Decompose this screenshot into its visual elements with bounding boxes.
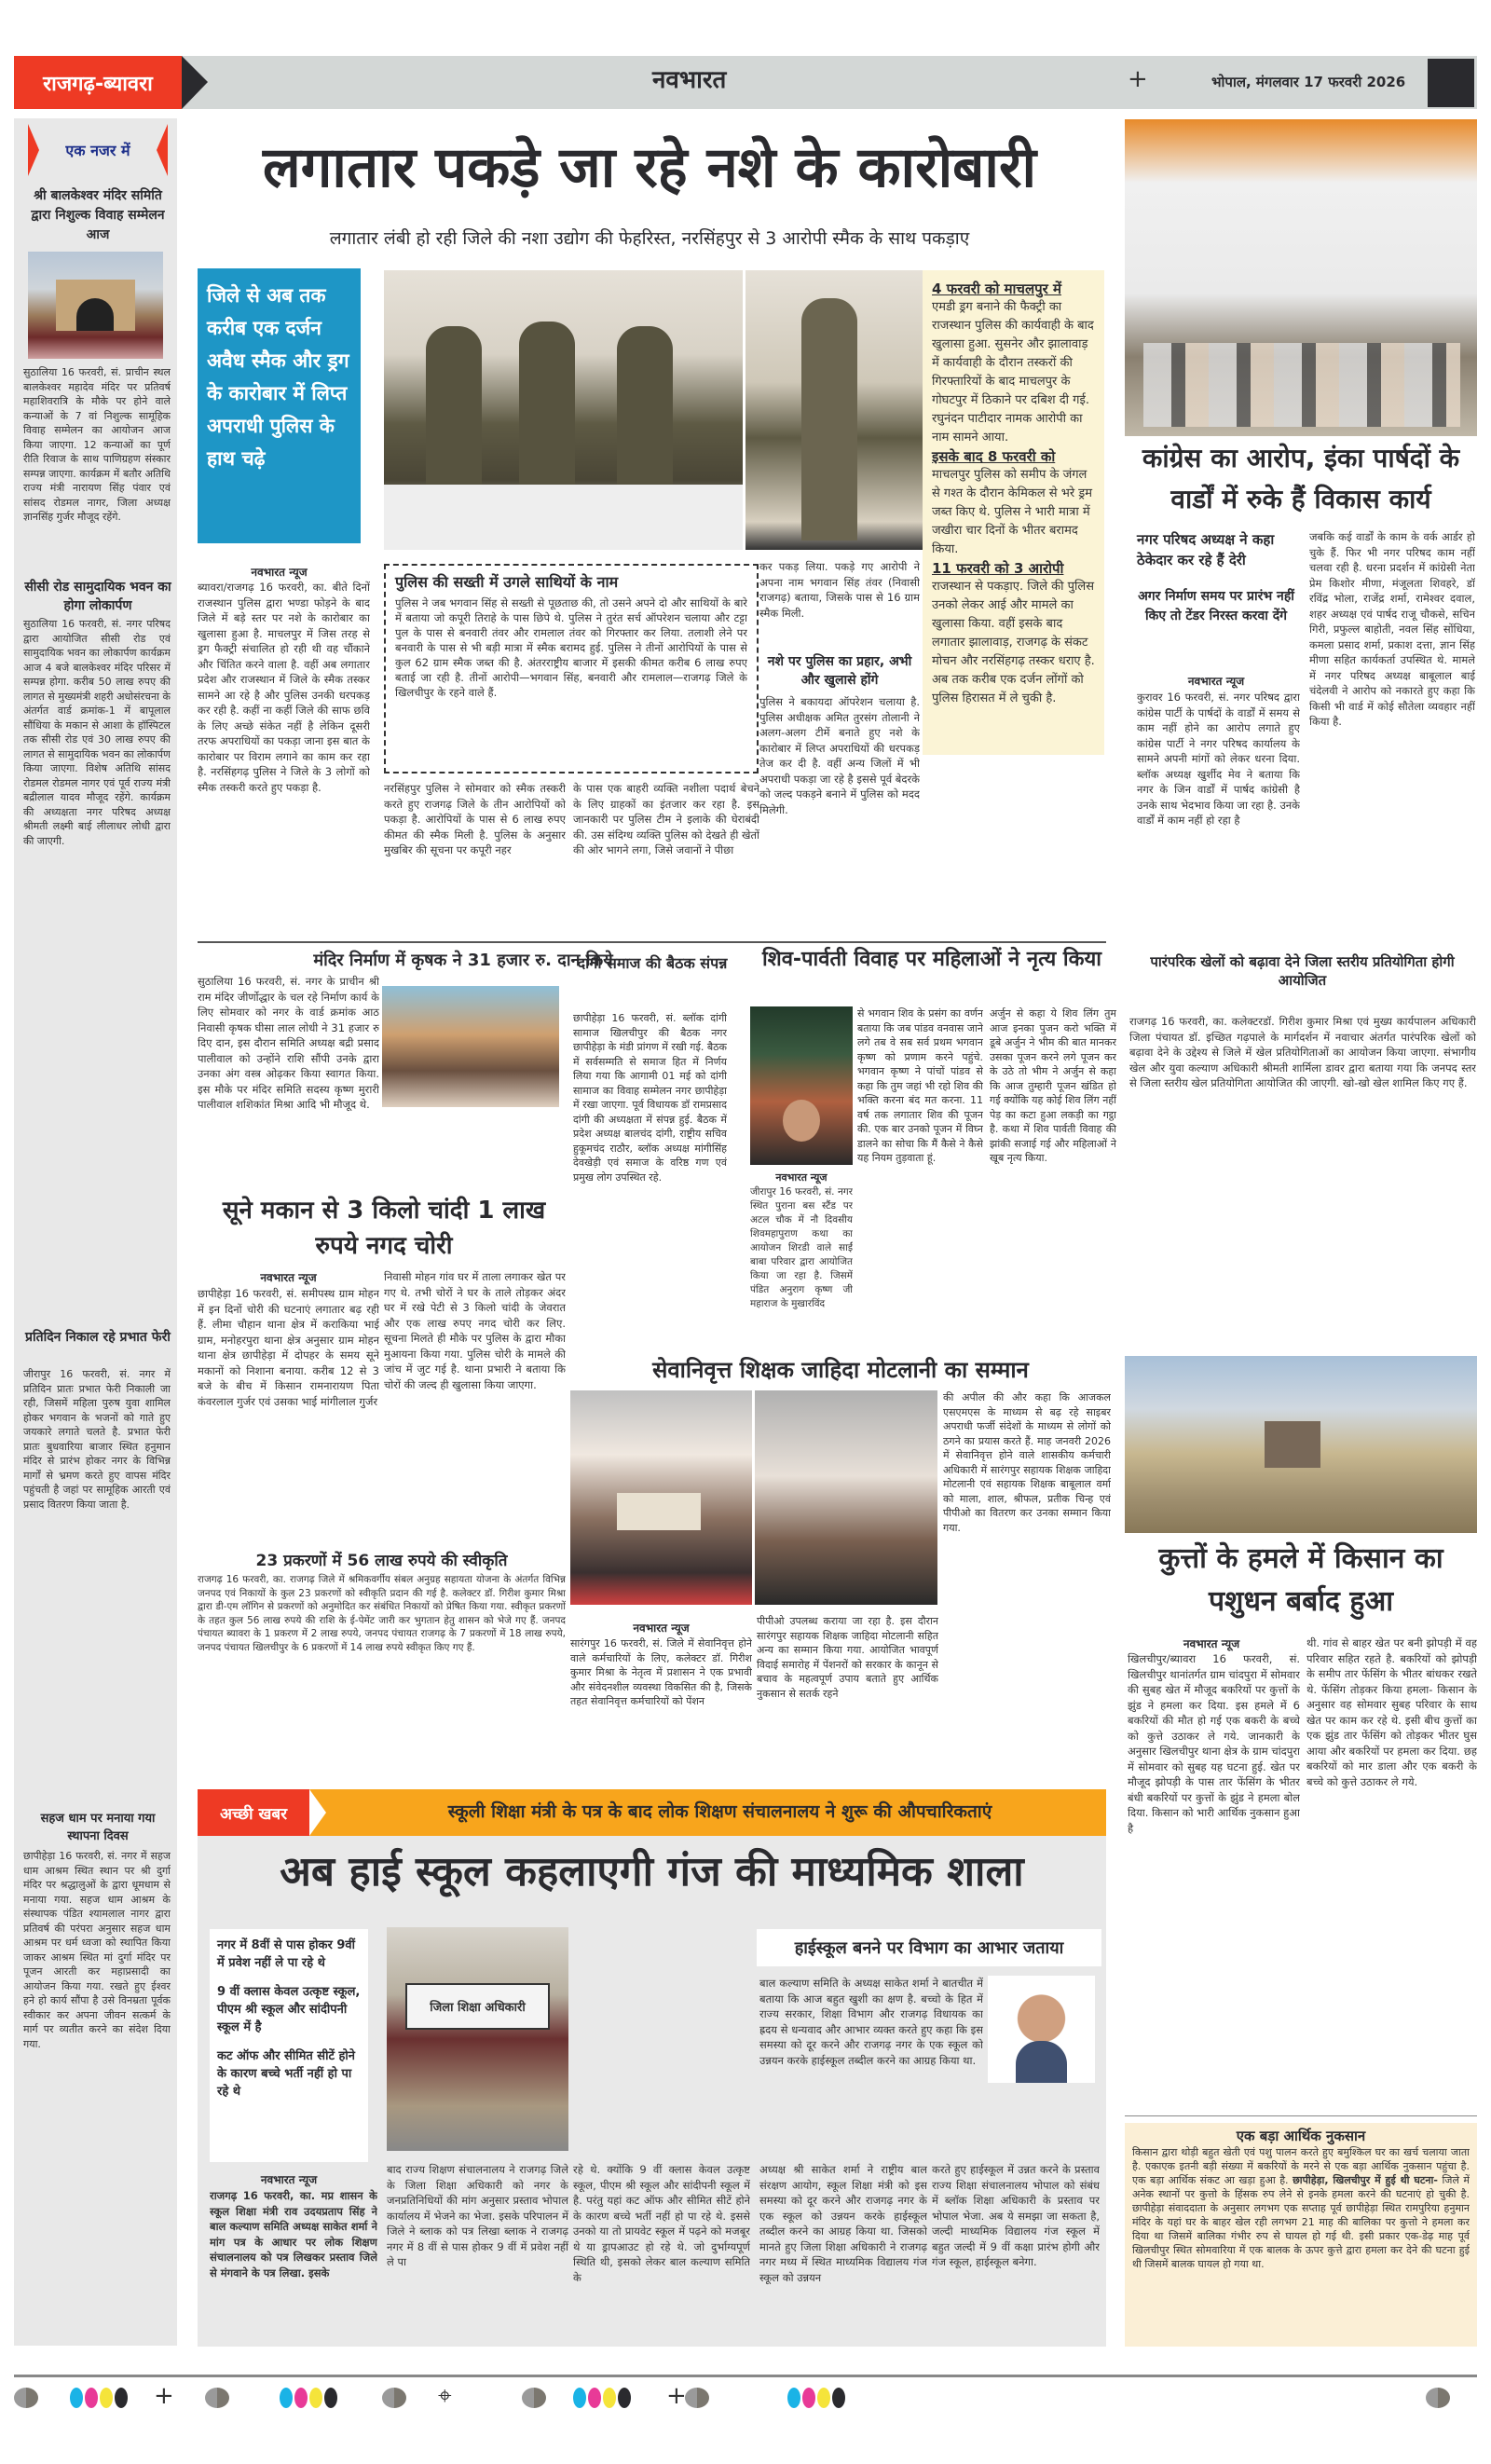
police-photo-right — [746, 270, 923, 550]
school-sign: जिला शिक्षा अधिकारी — [405, 1983, 550, 2030]
cmyk-dot — [294, 2388, 308, 2408]
school-body4: बाल कल्याण समिति के अध्यक्ष साकेत शर्मा ने बातचीत में बताया कि आज बहुत खुशी का क्षण है. बच्चो के हित में राज्य सरकार, शिक्षा विभाग और राजगढ़ विधायक का ह्रदय से धन्यवाद और आभार व्यक्त करते हुए कहा कि इस समस्या को दूर करने और राजगढ़ नगर के एक स्कूल को उन्नयन करके हाईस्कूल तब्दील करने का आग्रह किया था. — [759, 1977, 983, 2067]
lead-body3: के पास एक बाहरी व्यक्ति नशीला पदार्थ बेचने के लिए ग्राहकों का इंतजार कर रहा है. इस जानकारी पर पुलिस टीम ने इलाके की घेराबंदी की. उस संदिग्ध व्यक्ति पुलिस को देखते ही खेतों की ओर भागने लगा, जिसे जवानों ने पीछा — [573, 782, 759, 856]
school-byline: नवभारत न्यूज — [260, 2173, 318, 2186]
timeline-heading: इसके बाद 8 फरवरी को — [932, 448, 1056, 465]
shiv-byline: नवभारत न्यूज — [775, 1171, 828, 1184]
cmyk-dot — [85, 2388, 98, 2408]
temple-body: सुठालिया 16 फरवरी, सं. नगर के प्राचीन श्री राम मंदिर जीर्णोद्धार के चल रहे निर्माण कार्य के लिए सोमवार को नगर के वार्ड क्रमांक आठ निवासी कृषक घीसा लाल लोधी ने 31 हजार रु दिए दान, इस दौरान समिति अध्यक्ष बद्री प्रसाद पालीवाल को उन्होंने राशि सौंपी उनके द्वारा उनका अंग वस्त्र ओढ़कर किया स्वागत किया. इस मौके पर मंदिर समिति सदस्य कृष्ण मुरारी पालीवाल शशिकांत मिश्रा आदि भी मौजूद थे. — [198, 975, 379, 1111]
shiv-body2: से भगवान शिव के प्रसंग का वर्णन बताया कि जब पांडव वनवास जाने लगे तब वे सब सर्व प्रथम भगवान कृष्ण को प्रणाम करने पहुंचे. भगवान कृष्ण ने पांचों पांडव से कहा कि तुम जहां भी रहो शिव की भक्ति करना बंद मत करना. 11 वर्ष तक लगातार शिव की पूजन की. एक बार उनको पूजन में विघ्न डालने का सोचा कि मैं कैसे ने कैसे यह नियम तुड़वाता हूं. — [857, 1007, 983, 1164]
cmyk-dot — [70, 2388, 83, 2408]
temple-photo — [28, 252, 163, 359]
dangi-headline: दांगी समाज की बैठक संपन्न — [577, 954, 728, 972]
donation-photo — [382, 986, 559, 1107]
theft-body1: छापीहेड़ा 16 फरवरी, सं. समीपस्थ ग्राम मोहन में इन दिनों चोरी की घटनाएं लगातार बढ़ रही हैं. लीमा चौहान थाना क्षेत्र में कराकिया भाई ग्राम, मनोहरपुरा थाना क्षेत्र अनुसार ग्राम मोहन थाना क्षेत्र छापीहेड़ा में दोपहर के समय सूने मकानों को निशाना बनाया. करीब 12 से 3 बजे के बीच में किसान रामनारायण पिता कंवरलाल गुर्जर एवं उसका भाई मांगीलाल गुर्जर — [198, 1287, 379, 1408]
school-body2: बाद राज्य शिक्षण संचालनालय ने राजगढ़ जिले के जिला शिक्षा अधिकारी को नगर के जनप्रतिनिधियों की मांग अनुसार प्रस्ताव भोपाल कार्यालय में भेजने का भेजा. इसके परिपालन में जिले ने ब्लाक को पत्र लिखा ब्लाक ने राजगढ़ नगर में 8 वीं से पास होकर 9 वीं में प्रवेश नहीं ले पा — [387, 2163, 568, 2268]
cmyk-dot — [115, 2388, 128, 2408]
timeline — [932, 280, 1098, 708]
school-subhead: हाईस्कूल बनने पर विभाग का आभार जताया — [794, 1938, 1064, 1958]
lead-body2: नरसिंहपुर पुलिस ने सोमवार को स्मैक तस्करी करते हुए राजगढ़ जिले के तीन आरोपियों को पकड़ा है. आरोपियों के पास से 6 लाख रुपए कीमत की स्मैक मिली है. पुलिस के अनुसार मुखबिर की सूचना पर कपूरी नहर — [384, 782, 566, 856]
lead-callout: जिले से अब तक करीब एक दर्जन अवैध स्मैक और ड्रग के कारोबार में लिप्त अपराधी पुलिस के हाथ चढ़े — [198, 268, 361, 543]
teacher-photo-2 — [755, 1390, 937, 1605]
cmyk-dot — [603, 2388, 616, 2408]
shiv-body1: जीरापुर 16 फरवरी, सं. नगर स्थित पुराना बस स्टैंड पर अटल चौक में नौ दिवसीय शिवमहापुराण कथा का आयोजन शिरडी वाले साईं बाबा परिवार द्वारा आयोजित किया जा रहा है. जिसमें पंडित अनुराग कृष्ण जी महाराज के मुखारविंद — [750, 1186, 853, 1309]
section-tag: राजगढ़-ब्यावरा — [14, 56, 182, 109]
school-point: नगर में 8वीं से पास होकर 9वीं में प्रवेश नहीं ले पा रहे थे — [217, 1938, 355, 1970]
dangi-body: छापीहेड़ा 16 फरवरी, सं. ब्लॉक दांगी सामाज खिलचीपुर की बैठक नगर छापीहेड़ा के मंडी प्रांगण में रखी गई. बैठक में सर्वसम्मति से समाज हित में निर्णय लिया गया कि आगामी 01 मई को दांगी सामाज का विवाह सम्मेलन नगर छापीहेड़ा में रखा जाएगा. पूर्व विधायक डॉ रामप्रसाद दांगी की अध्यक्षता में संपन्न हुई. बैठक में प्रदेश अध्यक्ष बालचंद दांगी, राष्ट्रीय सचिव हुकूमचंद राठौर, ब्लॉक अध्यक्ष मांगीसिंह देवखेड़ी एवं समाज के वरिष्ठ गण एवं प्रमुख लोग उपस्थित रहे. — [573, 1012, 727, 1184]
theft-headline: सूने मकान से 3 किलो चांदी 1 लाख रुपये नगद चोरी — [222, 1197, 546, 1260]
corner-block — [1428, 59, 1474, 107]
school-headline: अब हाई स्कूल कहलाएगी गंज की माध्यमिक शाला — [280, 1848, 1024, 1896]
dogs-byline: नवभारत न्यूज — [1183, 1637, 1240, 1650]
school-body3: रहे थे. क्योंकि 9 वीं क्लास केवल उत्कृष्ट स्कूल, पीएम श्री स्कूल और सांदीपनी स्कूल में है. परंतु यहां कट ऑफ और सीमित सीटें होने के कारण बच्चे भर्ती नहीं हो पा रहे थे. इससे उनको या तो प्रायवेट स्कूल में पढ़ने को मजबूर थे या ड्रापआउट हो रहे थे. जो दुर्भाग्यपूर्ण स्थिति थी, इसको लेकर बाल कल्याण समिति के — [573, 2163, 750, 2284]
congress-sub1: नगर परिषद अध्यक्ष ने कहा ठेकेदार कर रहे हैं देरी — [1137, 531, 1275, 568]
congress-body1: कुरावर 16 फरवरी, सं. नगर परिषद द्वारा कांग्रेस पार्टी के पार्षदों के वार्डों में समय से काम नहीं होने का आरोप लगाते हुए कांग्रेस पार्टी ने नगर परिषद कार्यालय के सामने अपनी मांगों को लेकर धरना दिया. ब्लॉक अध्यक्ष खुर्शीद मेव ने बताया कि नगर के जिन वार्डों में पार्षद कांग्रेसी है उनके साथ भेदभाव किया जा रहा है. उनके वार्डों में काम नहीं हो रहा है — [1137, 691, 1300, 827]
temple-headline: मंदिर निर्माण में कृषक ने 31 हजार रु. दान किये — [313, 951, 613, 970]
teacher-body2: पीपीओ उपलब्ध कराया जा रहा है. इस दौरान सारंगपुर सहायक शिक्षक जाहिदा मोटलानी सहित अन्य का सम्मान किया गया. आयोजित भावपूर्ण विदाई समारोह में पेंशनरों को सरकार के कानून से बचाव के महत्वपूर्ण उपाय बताते हुए आर्थिक नुकसान से सतर्क रहने — [757, 1615, 938, 1700]
grant-body: राजगढ़ 16 फरवरी, का. राजगढ़ जिले में श्रमिकवर्गीय संबल अनुग्रह सहायता योजना के अंतर्गत विभिन्न जनपद एवं निकायों के कुल 23 प्रकरणों को स्वीकृति प्रदान की गई है. कलेक्टर डॉ. गिरीश कुमार मिश्रा द्वारा डी-एम लॉगिन से प्रकरणों को अनुमोदित कर संबंधित निकायों को प्रेषित किया गया. स्वीकृत प्रकरणों के तहत कुल 56 लाख रुपये की राशि के ई-पेमेंट जारी कर भुगतान हेतु शासन को भेजे गए हैं. जनपद पंचायत ब्यावरा के 1 प्रकरण में 2 लाख रुपये, जनपद पंचायत राजगढ़ के 7 प्रकरणों में 18 लाख रुपये, जनपद पंचायत खिलचीपुर के 6 प्रकरणों में 14 लाख रुपये स्वीकृत किए गए हैं. — [198, 1574, 566, 1653]
tag-arrow-icon — [309, 1789, 326, 1836]
lead-box — [384, 564, 759, 773]
left-item1-body: सुठालिया 16 फरवरी, सं. प्राचीन स्थल बालकेश्वर महादेव मंदिर पर प्रतिवर्ष महाशिवरात्रि के मौके पर होने वाले कन्याओं के 7 वां निशुल्क सामूहिक विवाह सम्मेलन का आयोजन आज किया जाएगा. 12 कन्याओं का पूर्ण रीति रिवाज के साथ पाणिग्रहण संस्कार सम्पन्न जाएगा. कार्यक्रम में बतौर अतिथि राज्य मंत्री नारायण सिंह पंवार एवं सांसद रोडमल नागर, जिला अध्यक्ष ज्ञानसिंह गुर्जर मौजूद रहेंगे. — [23, 366, 171, 523]
school-point: कट ऑफ और सीमित सीटें होने के कारण बच्चे भर्ती नहीं हो पा रहे थे — [217, 2049, 356, 2099]
grant-headline: 23 प्रकरणों में 56 लाख रुपये की स्वीकृति — [255, 1552, 508, 1570]
dogs-box-title: एक बड़ा आर्थिक नुकसान — [1236, 2128, 1366, 2144]
protest-photo — [1125, 119, 1477, 436]
dogs-box-body: किसान द्वारा थोड़ी बहुत खेती एवं पशु पालन करते हुए बमुश्किल घर का खर्च चलाया जाता है. एकाएक इतनी बड़ी संख्या में बकरियों के मरने से एक बड़ा आर्थिक नुकसान पहुंचा है. एक बड़ा आर्थिक संकट आ खड़ा हुआ है. — [1132, 2146, 1470, 2186]
cmyk-dot — [618, 2388, 631, 2408]
at-a-glance-label: एक नजर में — [65, 142, 130, 159]
cmyk-dot — [280, 2388, 293, 2408]
gray-registration-dot — [14, 2388, 38, 2408]
cmyk-dot — [817, 2388, 830, 2408]
congress-byline: नवभारत न्यूज — [1187, 675, 1245, 688]
left-item2-title: सीसी रोड सामुदायिक भवन का होगा लोकार्पण — [24, 580, 171, 613]
left-item4-title: सहज धाम पर मनाया गया स्थापना दिवस — [40, 1812, 156, 1843]
theft-byline: नवभारत न्यूज — [260, 1271, 317, 1284]
cmyk-dot — [324, 2388, 337, 2408]
school-kicker: स्कूली शिक्षा मंत्री के पत्र के बाद लोक शिक्षण संचालनालय ने शुरू की औपचारिकताएं — [447, 1801, 992, 1822]
lead-sub2-title: नशे पर पुलिस का प्रहार, अभी और खुलासे होंगे — [767, 654, 912, 688]
games-body: राजगढ़ 16 फरवरी, का. कलेक्टरडॉ. गिरीश कुमार मिश्रा एवं मुख्य कार्यपालन अधिकारी जिला पंचायत डॉ. इच्छित गढ़पाले के मार्गदर्शन में नवाचार अंतर्गत पारंपरिक खेलों को बढ़ावा देने के उद्देश्य से जिले में खेल प्रतियोगिताओं का आयोजन किया जाएगा. संभागीय खेल और युवा कल्याण अधिकारी श्रीमती शार्मिला डावर द्वारा बताया गया कि जनपद स्तर से जिला स्तरीय खेल प्रतियोगिता आयोजित की जाएगी. खो-खो खेल शामिल किए गए हैं. — [1129, 1015, 1476, 1089]
shiv-body3: अर्जुन से कहा ये शिव लिंग तुम आज इनका पुजन करो भक्ति में डूबे अर्जुन ने भीम की बात मानकर उसका पूजन करने लगे पूजन कर के उठे तो भीम ने अर्जुन से कहा कि आज तुम्हारी पूजन खंडित हो गई क्योंकि यह कोई शिव लिंग नहीं पेड़ का कटा हुआ लकड़ी का गट्ठा है. कथा में शिव पार्वती विवाह की झांकी सजाई गई और महिलाओं ने खूब नृत्य किया. — [990, 1007, 1116, 1164]
left-item4-body: छापीहेड़ा 16 फरवरी, सं. नगर में सहज धाम आश्रम स्थित स्थान पर श्री दुर्गा मंदिर पर श्रद्धालुओं के द्वारा धूमधाम से मनाया गया. सहज धाम आश्रम के संस्थापक पंडित श्यामलाल नागर द्वारा प्रतिवर्ष की परंपरा अनुसार सहज धाम आश्रम पर धर्म ध्वजा को स्थापित किया जाकर आश्रम स्थित मां दुर्गा मंदिर पर पूजन आरती कर महाप्रसादी का आयोजन किया गया. रखते हुए ईश्वर हने हो कार्य सौंपा है उसे विनम्रता पूर्वक स्वीकार कर अपना जीवन सत्कर्म के मार्ग पर व्यतीत करने का संदेश दिया गया. — [23, 1850, 171, 2050]
timeline-heading: 11 फरवरी को 3 आरोपी — [932, 560, 1064, 577]
divider — [1125, 2115, 1477, 2116]
left-item3-title: प्रतिदिन निकाल रहे प्रभात फेरी — [25, 1330, 171, 1345]
gray-registration-dot — [205, 2388, 229, 2408]
lead-subhead: लगातार लंबी हो रही जिले की नशा उद्योग की फेहरिस्त, नरसिंहपुर से 3 आरोपी स्मैक के साथ पकड़ाए — [329, 228, 970, 249]
lead-body4: कर पकड़ लिया. पकड़े गए आरोपी ने अपना नाम भगवान सिंह तंवर (निवासी राजगढ़) बताया, जिसके पास से 16 ग्राम स्मैक मिली. — [759, 560, 920, 620]
police-photo — [384, 270, 743, 550]
lead-byline: नवभारत न्यूज — [251, 566, 308, 579]
good-news-tag: अच्छी खबर — [198, 1789, 309, 1836]
gray-registration-dot — [522, 2388, 546, 2408]
lead-headline: लगातार पकड़े जा रहे नशे के कारोबारी — [262, 135, 1037, 200]
shiv-headline: शिव-पार्वती विवाह पर महिलाओं ने नृत्य किया — [762, 948, 1101, 971]
cmyk-dot — [100, 2388, 113, 2408]
timeline-text: एमडी ड्रग बनाने की फैक्ट्री का राजस्थान पुलिस की कार्यवाही के बाद खुलासा हुआ. सुसनेर और झालावाड़ में कार्यवाही के दौरान तस्करों की गिरफ्तारियों के बाद माचलपुर के गोघटपुर में ठिकाने पर दबिश दी गई. रघुनंदन पाटीदार नामक आरोपी का नाम सामने आया. — [932, 300, 1094, 445]
teacher-headline: सेवानिवृत्त शिक्षक जाहिदा मोटलानी का सम्मान — [652, 1357, 1029, 1383]
lead-box-title: पुलिस की सख्ती में उगले साथियों के नाम — [395, 573, 619, 591]
theft-body2: निवासी मोहन गांव घर में ताला लगाकर खेत पर गए थे. तभी चोरों ने घर के ताले तोड़कर अंदर घर में रखे पेटी से 3 किलो चांदी के जेवरात और एक लाख रुपए नगद चोरी कर लिए. सूचना मिलते ही मौके पर पुलिस के द्वारा मौका मुआयना किया गया. पुलिस चोरी के मामले की जांच में जुट गई है. थाना प्रभारी ने बताया कि चोरों की जल्द ही खुलासा किया जाएगा. — [384, 1270, 566, 1391]
registration-cross-icon: + — [154, 2382, 174, 2410]
teacher-body1: सारंगपुर 16 फरवरी, सं. जिले में सेवानिवृत्त होने वाले कर्मचारियों के लिए, कलेक्टर डॉ. गिरीश कुमार मिश्रा के नेतृत्व में प्रशासन ने एक प्रभावी और संवेदनशील व्यवस्था विकसित की है, जिसके तहत सेवानिवृत्त कर्मचारियों को पेंशन — [570, 1637, 752, 1707]
timeline-text: माचलपुर पुलिस को समीप के जंगल से गश्त के दौरान केमिकल से भरे ड्रम जब्त किए थे. पुलिस ने भारी मात्रा में जखीरा चार दिनों के भीतर बरामद किया. — [932, 468, 1093, 556]
teacher-byline: नवभारत न्यूज — [633, 1622, 690, 1635]
timeline-text: राजस्थान से पकड़ाए. जिले की पुलिस उनको लेकर आई और मामले का खुलासा किया. वहीं इसके बाद लगातार झालावाड़, राजगढ़ के संकट मोचन और नरसिंहगढ़ तस्कर धराए है. अब तक करीब एक दर्जन लोंगों को पुलिस हिरासत में ले चुकी है. — [932, 580, 1095, 705]
newspaper-brand: नवभारत — [652, 66, 727, 94]
school-body5: अध्यक्ष श्री साकेत शर्मा ने राष्ट्रीय बाल संरक्षण आयोग, स्कूल शिक्षा मंत्री को इस समस्या को दूर करने और राजगढ़ नगर के एक स्कूल को उन्नयन करके हाईस्कूल तब्दील करने का आग्रह किया था. जिसको मानते हुए जिला शिक्षा अधिकारी ने राजगढ़ नगर मध्य में स्थित माध्यमिक विद्यालय गंज स्कूल को उन्नयन — [759, 2163, 927, 2284]
lead-box-body: पुलिस ने जब भगवान सिंह से सख्ती से पूछताछ की, तो उसने अपने दो और साथियों के बारे में बताया जो कपूरी तिराहे के पास छिपे थे. पुलिस ने तुरंत सर्च ऑपरेशन चलाया और टट्टा पुल के पास से बनवारी तंवर और रामलाल तंवर को गिरफ्तार कर लिया. तलाशी लेने पर बनवारी के पास से भी बड़ी मात्रा में स्मैक बरामद हुई. पुलिस ने तीनों आरोपियों के पास से कुल 62 ग्राम स्मैक जब्त की है. अंतरराष्ट्रीय बाजार में इसकी कीमत करीब 6 लाख रुपए बताई जा रही है. तीनों आरोपी—भगवान सिंह, बनवारी और रामलाल—राजगढ़ जिले के खिलचीपुर के रहने वाले हैं. — [395, 596, 747, 699]
congress-sub2: अगर निर्माण समय पर प्रारंभ नहीं किए तो टेंडर निरस्त करवा देंगे — [1138, 589, 1294, 623]
games-headline: पारंपरिक खेलों को बढ़ावा देने जिला स्तरीय प्रतियोगिता होगी आयोजित — [1150, 953, 1455, 989]
registration-cross-icon: + — [666, 2382, 687, 2410]
cmyk-dot — [309, 2388, 322, 2408]
left-item2-body: सुठालिया 16 फरवरी, सं. नगर परिषद द्वारा आयोजित सीसी रोड एवं सामुदायिक भवन का लोकार्पण कार्यक्रम आज 4 बजे बालकेश्वर मंदिर परिसर में सम्पन्न होगा. करीब 50 लाख रुपए की लागत से मुख्यमंत्री शहरी अधोसंरचना के अंतर्गत वार्ड क्रमांक-1 में बापूलाल सौंधिया के मकान से आशा के हॉस्पिटल तक सीसी रोड एवं 30 लाख रुपए की लागत से सामुदायिक भवन का लोकार्पण किया जाएगा. विशेष अतिथि सांसद रोडमल रोडमल नागर एवं पूर्व राज्य मंत्री बद्रीलाल यादव मौजूद रहेंगे. कार्यक्रम की अध्यक्षता नगर परिषद अध्यक्ष श्रीमती लक्ष्मी बाई लीलाधर लोधी द्वारा की जाएगी. — [23, 618, 171, 847]
gray-registration-dot — [1426, 2388, 1450, 2408]
cmyk-dot — [787, 2388, 800, 2408]
divider — [198, 941, 1106, 943]
cmyk-dot — [588, 2388, 601, 2408]
dogs-box — [1125, 2123, 1477, 2347]
lead-sub2-body: पुलिस ने बकायदा ऑपरेशन चलाया है. पुलिस अधीक्षक अमित तुरसंग तोलानी ने अलग-अलग टीमें बनाते हुए नशे के कारोबार में लिप्त अपराधियों की धरपकड़ तेज कर दी है. वहीं अन्य जिलों में भी अपराधी पकड़ा जा रहे है इससे पूर्व बेदरके को जल्द पकड़ने बनाने में पुलिस को मदद मिलेगी. — [759, 695, 920, 816]
congress-body2: जबकि कई वार्डों के काम के वर्क आर्डर हो चुके हैं. फिर भी नगर परिषद काम नहीं चलवा रही है. धरना प्रदर्शन में कांग्रेसी नेता प्रेम किशोर मीणा, मंजूलता शिवहरे, डॉ रविंद्र भोला, राजेंद्र शर्मा, रामेश्वर दवाल, शहर अध्यक्ष एवं पार्षद राजू चौकसे, सचिन गिरी, प्रफुल्ल बाहोती, नवल सिंह सोंधिया, कमला प्रसाद शर्मा, प्रकाश दत्ता, ज्ञान सिंह मीणा सहित कार्यकर्ता उपस्थित थे. मामले में नगर परिषद अध्यक्ष बाबूलाल बाई चंदेलवी ने आरोप को नकारते हुए कहा कि किसी भी वार्ड में कोई सौतेला व्यवहार नहीं किया है. — [1309, 530, 1475, 728]
field-photo — [1125, 1356, 1477, 1533]
registration-cross-icon: ⌖ — [438, 2382, 452, 2410]
school-point: 9 वीं क्लास केवल उत्कृष्ट स्कूल, पीएम श्री स्कूल और सांदीपनी स्कूल में है — [217, 1985, 361, 2034]
school-body1: राजगढ़ 16 फरवरी, का. मप्र शासन के स्कूल शिक्षा मंत्री राव उदयप्रताप सिंह ने बाल कल्याण समिति अध्यक्ष साकेत शर्मा ने मांग पत्र के आधार पर लोक शिक्षण संचालनालय को पत्र लिखकर प्रस्ताव जिले से मंगवाने के पत्र लिखा. इसके — [210, 2189, 377, 2279]
cmyk-dot — [573, 2388, 586, 2408]
school-photo — [387, 1927, 568, 2151]
chairman-photo — [988, 1976, 1095, 2083]
krishna-photo — [750, 1006, 853, 1165]
gray-registration-dot — [382, 2388, 406, 2408]
cmyk-dot — [832, 2388, 845, 2408]
teacher-photo — [570, 1390, 752, 1605]
cmyk-dot — [802, 2388, 815, 2408]
dogs-box-bold: छापीहेड़ा, खिलचीपुर में हुई थी घटना- — [1293, 2174, 1438, 2186]
dateline: भोपाल, मंगलवार 17 फरवरी 2026 — [1211, 74, 1406, 90]
gray-registration-dot — [685, 2388, 709, 2408]
left-item3-body: जीरापुर 16 फरवरी, सं. नगर में प्रतिदिन प्रातः प्रभात फेरी निकाली जा रही, जिसमें महिला पुरुष युवा शामिल होकर भगवान के भजनों को गाते हुए जयकारे लगाते चलते है. प्रभात फेरी प्रातः बुधवारिया बाजार स्थित हनुमान मंदिर से प्रारंभ होकर नगर के विभिन्न मार्गों से भ्रमण करते हुए वापस मंदिर पहुंचती है जहां पर सामूहिक आरती एवं प्रसाद वितरण किया जाता है. — [23, 1368, 171, 1511]
teacher-body3: की अपील की और कहा कि आजकल एसएमएस के माध्यम से बढ़ रहे साइबर अपराधी फर्जी संदेशों के माध्यम से लोगों को ठगने का प्रयास करते हैं. माह जनवरी 2026 में सेवानिवृत्त होने वाले शासकीय कर्मचारी अधिकारी में सारंगपुर सहायक शिक्षक जाहिदा मोटलानी एवं सहायक शिक्षक बाबूलाल वर्मा को माला, शाल, श्रीफल, प्रतीक चिन्ह एवं पीपीओ का वितरण कर उनका सम्मान किया गया. — [943, 1391, 1111, 1534]
dogs-body1: खिलचीपुर/ब्यावरा 16 फरवरी, सं. खिलचीपुर थानांतर्गत ग्राम चांदपुरा में सोमवार की सुबह खेत में मौजूद बकरियों पर कुत्तों के झुंड ने हमला कर दिया. इस हमले में 6 बकरियों की मौत हो गई एक बकरी के बच्चे को कुत्ते उठाकर ले गये. जानकारी के अनुसार खिलचीपुर थाना क्षेत्र के ग्राम चांदपुरा में सोमवार को सुबह यह घटना हुई. खेत पर मौजूद झोपड़ी के पास तार फेंसिंग के भीतर बंधी बकरियों पर कुत्तों के झुंड ने हमला बोल दिया. किसान को भारी आर्थिक नुकसान हुआ है — [1128, 1652, 1300, 1835]
dogs-headline: कुत्तों के हमले में किसान का पशुधन बर्बाद हुआ — [1158, 1542, 1443, 1618]
school-body6: करते हुए हाईस्कूल में उन्नत करने के प्रस्ताव राज्य शिक्षा संचालनालय भोपाल को संबंध में ब्लॉक शिक्षा अधिकारी के प्रस्ताव पर भोपाल भेजा. अब ये समझा जा सकता है, जल्दी माध्यमिक विद्यालय गंज स्कूल में बहुत जल्दी में 9 वीं कक्षा प्रारंभ होगी और गंज स्कूल, हाईस्कूल बनेगा. — [932, 2163, 1100, 2268]
footer-rule — [14, 2375, 1477, 2377]
school-points — [210, 1929, 368, 2162]
section-arrow-icon — [182, 56, 208, 109]
congress-headline: कांग्रेस का आरोप, इंका पार्षदों के वार्डों में रुके हैं विकास कार्य — [1142, 443, 1460, 514]
left-item1-title: श्री बालकेश्वर मंदिर समिति द्वारा निशुल्क विवाह सम्मेलन आज — [31, 188, 165, 242]
lead-body1: ब्यावरा/राजगढ़ 16 फरवरी, का. बीते दिनों राजस्थान पुलिस द्वारा भण्डा फोड़ने के बाद जिले में बड़े स्तर पर नशे के कारोबार का खुलासा हुआ है. माचलपुर में जिस तरह से ड्रग फैक्ट्री संचालित हो रही थी वह चौंकाने और चिंतित करने वाला है. वहीं अब लगातार प्रदेश और राजस्थान में जिले के स्मैक तस्कर सामने आ रहे है और पुलिस उनकी धरपकड़ कर रही है. कहीं ना कहीं जिले की साफ छवि के लिए अच्छे संकेत नहीं है लेकिन दूसरी तरफ अपराधियों का पकड़ा जाना इस बात के कारोबार पर विराम लगाने का काम कर रहा है. नरसिंहगढ़ पुलिस ने जिले के 3 लोगों को स्मैक तस्करी करते हुए पकड़ा है. — [198, 581, 370, 794]
timeline-heading: 4 फरवरी को माचलपुर में — [932, 281, 1061, 297]
dogs-box-body2: जिले में अनेक स्थानों पर कुत्तो के हिंसक रुप लेने से इनके हमला करने की घटनाएं हो चुकी है. छापीहेड़ा संवाददाता के अनुसार लगभग एक सप्ताह पूर्व छापीहेड़ा स्थित रामपुरिया हनुमान मंदिर के यहां घर के बाहर खेल रही लगभग 21 माह की बालिका पर कुत्तो ने हमला कर दिया था जिसमें बालिका गंभीर रुप से घायल हो गई थी. इसी प्रकार एक-डेढ़ माह पूर्व खिलचीपुर स्थित सोमवारिया में एक बालक के ऊपर कुत्ते द्वारा हमला कर देने की घटना हुई थी जिसमें बालक घायल हो गया था. — [1132, 2174, 1470, 2270]
registration-plus-icon: + — [1128, 65, 1148, 93]
dogs-body2: थी. गांव से बाहर खेत पर बनी झोपड़ी में वह परिवार सहित रहते है. बकरियों को झोपड़ी के समीप तार फेंसिंग के भीतर बांधकर रखते थे. फेंसिंग तोड़कर किया हमला- किसान के अनुसार वह सोमवार सुबह परिवार के साथ खेत पर काम कर रहे थे. इसी बीच कुत्तों का एक झुंड तार फेंसिंग को तोड़कर भीतर घुस आया और बकरियों पर हमला कर दिया. छह बकरियों को मार डाला और एक बकरी के बच्चे को कुत्ते उठाकर ले गये. — [1306, 1636, 1477, 1788]
